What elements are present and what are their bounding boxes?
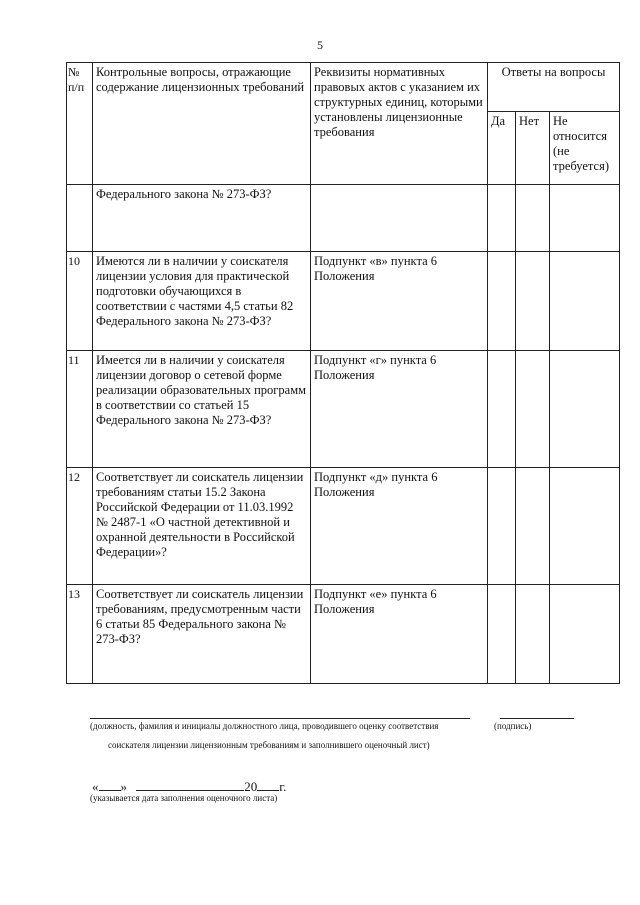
answer-na-cell[interactable]: [550, 252, 620, 351]
header-reference: Реквизиты нормативных правовых актов с указанием их структурных единиц, которыми установлены лицензионные требования: [311, 63, 488, 185]
date-day-field[interactable]: [99, 778, 121, 791]
date-row: [92, 778, 286, 795]
row-reference: [311, 185, 488, 252]
answer-yes-cell[interactable]: [488, 185, 516, 252]
table-row: [67, 468, 620, 585]
header-num: № п/п: [67, 63, 93, 185]
license-checklist-table: [66, 62, 620, 684]
date-year-suffix: г.: [279, 779, 287, 794]
row-question: Имеются ли в наличии у соискателя лицензии условия для практической подготовки обучающихся в соответствии с частями 4,5 статьи 82 Федерального закона № 273-ФЗ?: [93, 252, 311, 351]
date-year-field[interactable]: [257, 778, 279, 791]
answer-yes-cell[interactable]: [488, 252, 516, 351]
table-row: [67, 585, 620, 684]
row-question: Имеется ли в наличии у соискателя лицензии договор о сетевой форме реализации образовательных программ в соответствии со статьей 15 Федерального закона № 273-ФЗ?: [93, 351, 311, 468]
header-question: Контрольные вопросы, отражающие содержание лицензионных требований: [93, 63, 311, 185]
header-yes: Да: [488, 112, 516, 185]
answer-na-cell[interactable]: [550, 351, 620, 468]
row-reference: Подпункт «е» пункта 6 Положения: [311, 585, 488, 684]
row-number: 13: [67, 585, 93, 684]
row-number: 10: [67, 252, 93, 351]
table-row: [67, 252, 620, 351]
answer-yes-cell[interactable]: [488, 468, 516, 585]
date-close-quote: »: [120, 779, 127, 794]
date-month-field[interactable]: [136, 778, 244, 791]
answer-yes-cell[interactable]: [488, 351, 516, 468]
answer-no-cell[interactable]: [516, 185, 550, 252]
date-year-prefix: 20: [244, 779, 258, 794]
row-number: 11: [67, 351, 93, 468]
row-number: [67, 185, 93, 252]
row-number: 12: [67, 468, 93, 585]
answer-no-cell[interactable]: [516, 252, 550, 351]
answer-no-cell[interactable]: [516, 585, 550, 684]
answer-na-cell[interactable]: [550, 185, 620, 252]
position-caption: (должность, фамилия и инициалы должностного лица, проводившего оценку соответствия: [90, 721, 439, 731]
answer-na-cell[interactable]: [550, 585, 620, 684]
answer-no-cell[interactable]: [516, 468, 550, 585]
row-question: Соответствует ли соискатель лицензии требованиям, предусмотренным части 6 статьи 85 Федерального закона № 273-ФЗ?: [93, 585, 311, 684]
header-no: Нет: [516, 112, 550, 185]
answer-na-cell[interactable]: [550, 468, 620, 585]
position-caption-continued: соискателя лицензии лицензионным требованиям и заполнившего оценочный лист): [108, 740, 430, 750]
row-reference: Подпункт «в» пункта 6 Положения: [311, 252, 488, 351]
header-not-applicable: Не относится (не требуется): [550, 112, 620, 185]
page-number: 5: [317, 38, 323, 52]
date-open-quote: «: [92, 779, 99, 794]
table-row: [67, 351, 620, 468]
header-answers: Ответы на вопросы: [488, 63, 620, 112]
row-question: Соответствует ли соискатель лицензии требованиям статьи 15.2 Закона Российской Федерации от 11.03.1992 № 2487-1 «О частной детективной и охранной деятельности в Российской Федерации»?: [93, 468, 311, 585]
row-question: Федерального закона № 273-ФЗ?: [93, 185, 311, 252]
answer-yes-cell[interactable]: [488, 585, 516, 684]
signature-line[interactable]: [500, 718, 574, 719]
table-row: [67, 185, 620, 252]
row-reference: Подпункт «д» пункта 6 Положения: [311, 468, 488, 585]
date-caption: (указывается дата заполнения оценочного листа): [90, 793, 278, 803]
answer-no-cell[interactable]: [516, 351, 550, 468]
row-reference: Подпункт «г» пункта 6 Положения: [311, 351, 488, 468]
signature-caption: (подпись): [494, 721, 532, 731]
position-line[interactable]: [90, 718, 470, 719]
